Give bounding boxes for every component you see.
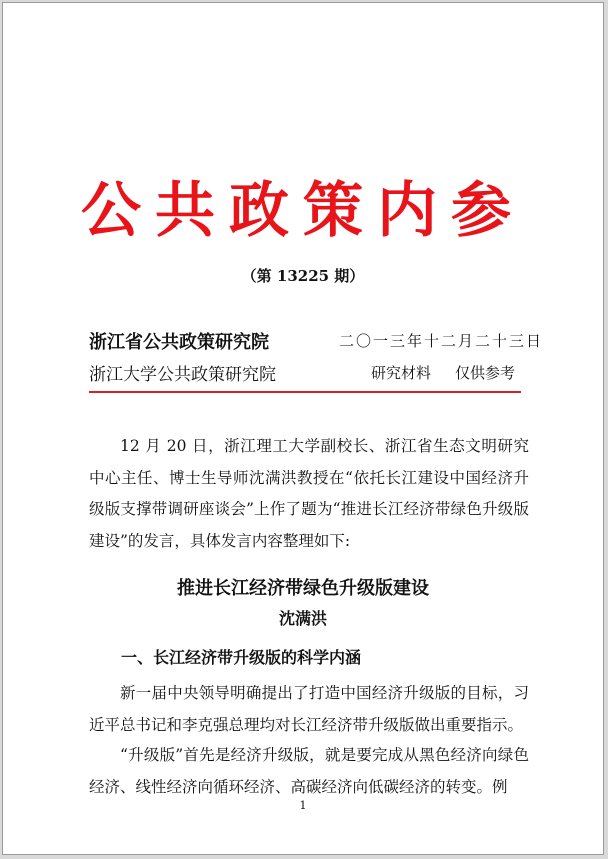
body-paragraph-1: 新一届中央领导明确提出了打造中国经济升级版的目标，习近平总书记和李克强总理均对长江经济带升级版做出重要指示。 [89,684,529,734]
page-number: 1 [299,799,307,812]
org-secondary: 浙江大学公共政策研究院 [89,365,276,385]
body-paragraph-2: “升级版”首先是经济升级版，就是要完成从黑色经济向绿色经济、线性经济向循环经济、高碳经济向低碳经济的转变。例 [89,746,529,796]
article-author: 沈满洪 [278,609,327,628]
section-heading: 一、长江经济带升级版的科学内涵 [121,648,362,667]
org-primary: 浙江省公共政策研究院 [89,332,269,353]
distribution-note [371,362,515,383]
article-title: 推进长江经济带绿色升级版建设 [177,578,429,599]
issue-number: （第 13225 期） [241,267,365,285]
note-use: 仅供参考 [455,364,516,382]
document-page [2,2,604,855]
publication-title: 公共政策内参 [81,176,525,246]
intro-paragraph: 12 月 20 日，浙江理工大学副校长、浙江省生态文明研究中心主任、博士生导师沈满洪教授在“依托长江建设中国经济升级版支撑带调研座谈会”上作了题为“推进长江经济带绿色升级版建设”的发言，具体发言内容整理如下: [89,437,529,550]
header-divider [89,391,521,393]
note-type: 研究材料 [371,364,432,382]
publish-date: 二〇一三年十二月二十三日 [339,332,544,350]
